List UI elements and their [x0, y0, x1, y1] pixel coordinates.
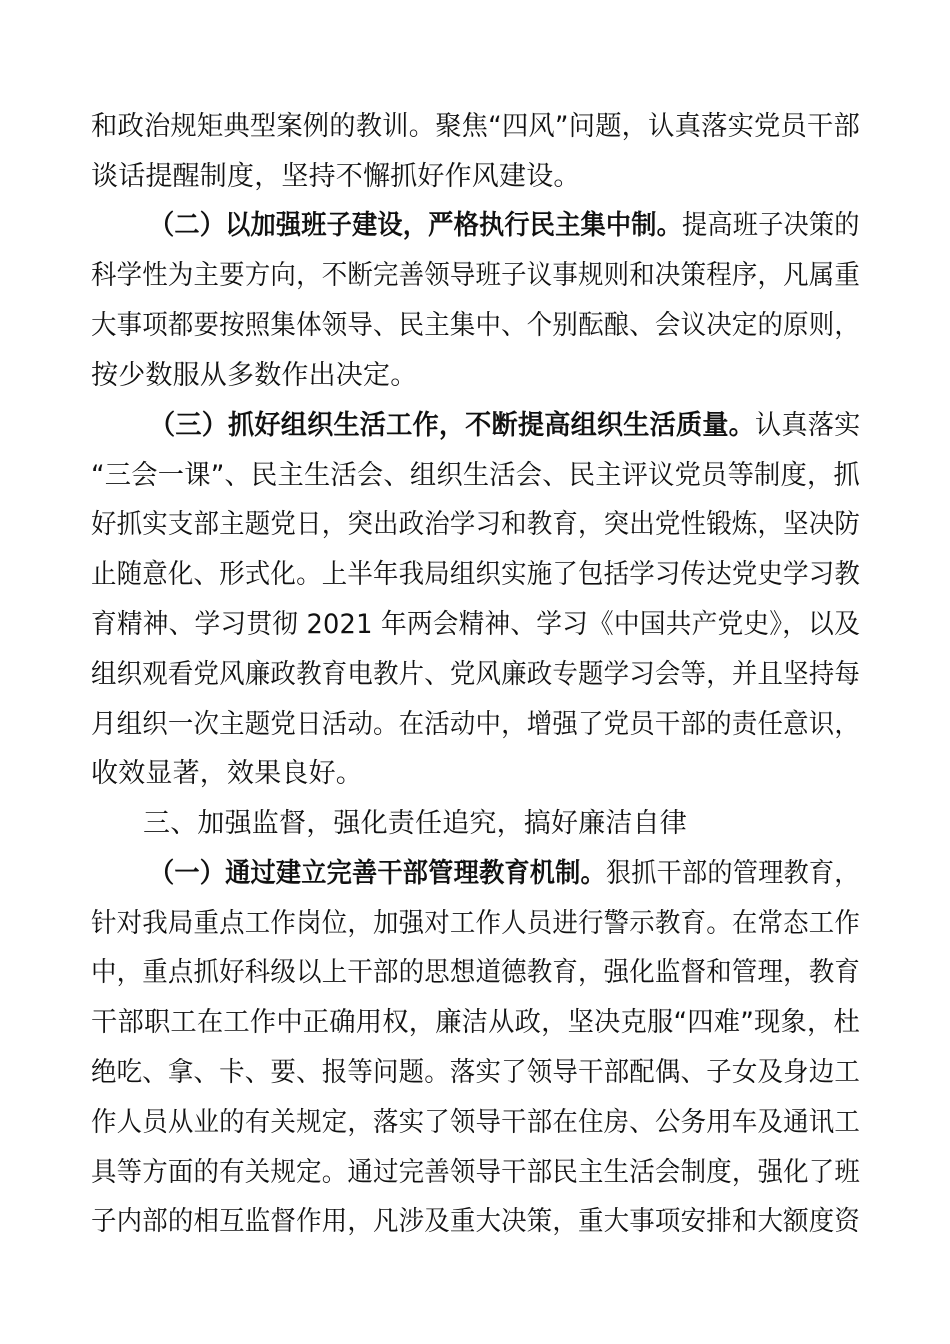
line-text: 大事项都要按照集体领导、民主集中、个别酝酿、会议决定的原则，	[91, 310, 860, 341]
text-line	[91, 707, 860, 743]
text-line	[91, 1055, 860, 1091]
line-text: 认真落实	[755, 410, 861, 441]
line-text: 月组织一次主题党日活动。在活动中，增强了党员干部的责任意识，	[91, 709, 860, 740]
text-line	[91, 358, 417, 394]
line-text: 好抓实支部主题党日，突出政治学习和教育，突出党性锻炼，坚决防	[91, 509, 860, 540]
section-heading: （三）抓好组织生活工作，不断提高组织生活质量。	[149, 410, 756, 441]
line-text: 收效显著，效果良好。	[91, 758, 363, 789]
text-line	[91, 1204, 860, 1240]
line-text: 绝吃、拿、卡、要、报等问题。落实了领导干部配偶、子女及身边工	[91, 1057, 860, 1088]
line-text: 中，重点抓好科级以上干部的思想道德教育，强化监督和管理，教育	[91, 957, 860, 988]
text-line	[91, 507, 860, 543]
text-line	[91, 657, 860, 693]
text-line	[91, 607, 860, 643]
line-text: 具等方面的有关规定。通过完善领导干部民主生活会制度，强化了班	[91, 1157, 860, 1188]
line-text: 狠抓干部的管理教育，	[605, 858, 860, 889]
text-line	[91, 159, 581, 195]
text-line	[91, 258, 860, 294]
paragraph-start-line	[149, 856, 860, 892]
text-line	[91, 458, 860, 494]
section-heading: （一）通过建立完善干部管理教育机制。	[149, 858, 606, 889]
text-line	[91, 756, 363, 792]
text-line	[91, 1155, 860, 1191]
text-line	[91, 109, 860, 145]
line-text: 谈话提醒制度，坚持不懈抓好作风建设。	[91, 161, 581, 192]
text-line	[91, 955, 860, 991]
line-text: 止随意化、形式化。上半年我局组织实施了包括学习传达党史学习教	[91, 559, 860, 590]
section-title	[143, 806, 687, 842]
line-text: 按少数服从多数作出决定。	[91, 360, 418, 391]
line-text: “三会一课”、民主生活会、组织生活会、民主评议党员等制度，抓	[91, 460, 860, 491]
line-text: 科学性为主要方向，不断完善领导班子议事规则和决策程序，凡属重	[91, 260, 860, 291]
text-line	[91, 1105, 860, 1141]
line-text: 子内部的相互监督作用，凡涉及重大决策，重大事项安排和大额度资	[91, 1206, 860, 1237]
paragraph-start-line	[149, 408, 860, 444]
text-line	[91, 557, 860, 593]
text-line	[91, 308, 860, 344]
paragraph-start-line	[149, 208, 860, 244]
line-text: 和政治规矩典型案例的教训。聚焦“四风”问题，认真落实党员干部	[91, 111, 860, 142]
line-text: 三、加强监督，强化责任追究，搞好廉洁自律	[143, 808, 687, 839]
line-text: 干部职工在工作中正确用权，廉洁从政，坚决克服“四难”现象，杜	[91, 1007, 860, 1038]
text-line	[91, 1005, 860, 1041]
text-line	[91, 906, 860, 942]
line-text: 作人员从业的有关规定，落实了领导干部在住房、公务用车及通讯工	[91, 1107, 860, 1138]
line-text: 组织观看党风廉政教育电教片、党风廉政专题学习会等，并且坚持每	[91, 659, 860, 690]
section-heading: （二）以加强班子建设，严格执行民主集中制。	[149, 210, 682, 241]
line-text: 针对我局重点工作岗位，加强对工作人员进行警示教育。在常态工作	[91, 908, 860, 939]
line-text: 育精神、学习贯彻 2021 年两会精神、学习《中国共产党史》，以及	[91, 609, 860, 640]
line-text: 提高班子决策的	[681, 210, 860, 241]
